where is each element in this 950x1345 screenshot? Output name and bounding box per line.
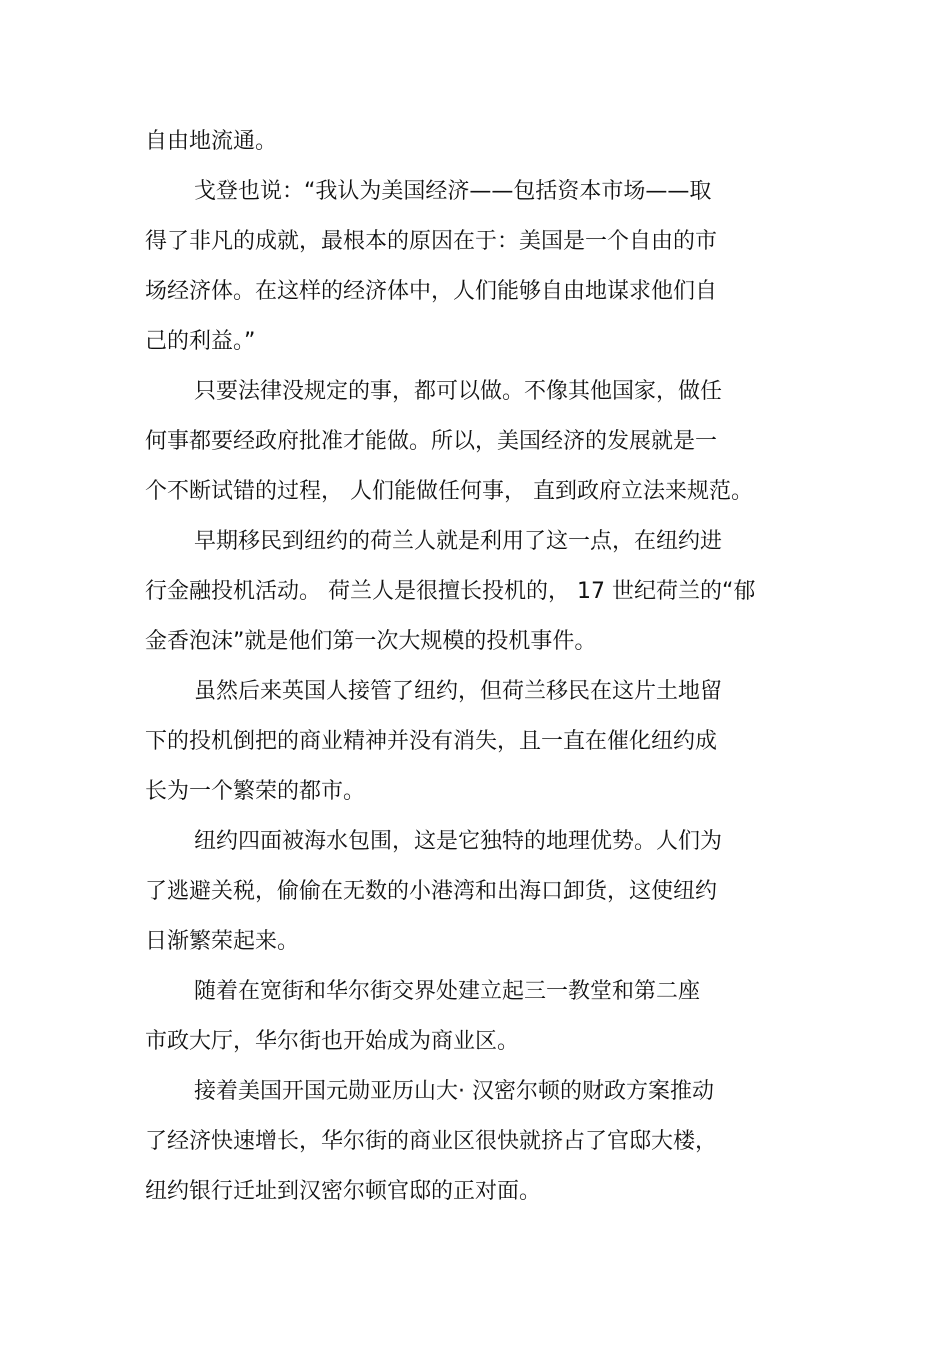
text-line: 日渐繁荣起来。 xyxy=(145,929,300,954)
paragraph-first-line: 接着美国开国元勋亚历山大· 汉密尔顿的财政方案推动 xyxy=(194,1079,714,1104)
text-line: 下的投机倒把的商业精神并没有消失，且一直在催化纽约成 xyxy=(145,729,718,754)
paragraph-first-line: 早期移民到纽约的荷兰人就是利用了这一点，在纽约进 xyxy=(194,529,723,554)
text-line: 长为一个繁荣的都市。 xyxy=(145,779,366,804)
text-line: 场经济体。在这样的经济体中，人们能够自由地谋求他们自 xyxy=(145,279,718,304)
text-line: 何事都要经政府批准才能做。所以，美国经济的发展就是一 xyxy=(145,429,718,454)
text-line: 了逃避关税，偷偷在无数的小港湾和出海口卸货，这使纽约 xyxy=(145,879,718,904)
text-line: 个不断试错的过程， 人们能做任何事， 直到政府立法来规范。 xyxy=(145,479,753,504)
text-line: 市政大厅，华尔街也开始成为商业区。 xyxy=(145,1029,520,1054)
text-line: 行金融投机活动。 荷兰人是很擅长投机的， 17 世纪荷兰的“郁 xyxy=(145,579,756,604)
text-line: 自由地流通。 xyxy=(145,129,278,154)
text-line: 金香泡沫”就是他们第一次大规模的投机事件。 xyxy=(145,629,597,654)
text-line: 了经济快速增长，华尔街的商业区很快就挤占了官邸大楼， xyxy=(145,1129,718,1154)
paragraph-first-line: 只要法律没规定的事，都可以做。不像其他国家，做任 xyxy=(194,379,723,404)
paragraph-first-line: 随着在宽街和华尔街交界处建立起三一教堂和第二座 xyxy=(194,979,701,1004)
text-line: 纽约银行迁址到汉密尔顿官邸的正对面。 xyxy=(145,1179,542,1204)
paragraph-first-line: 纽约四面被海水包围，这是它独特的地理优势。人们为 xyxy=(194,829,723,854)
text-line: 己的利益。” xyxy=(145,329,256,354)
paragraph-first-line: 戈登也说：“我认为美国经济——包括资本市场——取 xyxy=(194,179,712,204)
text-line: 得了非凡的成就，最根本的原因在于：美国是一个自由的市 xyxy=(145,229,718,254)
paragraph-first-line: 虽然后来英国人接管了纽约，但荷兰移民在这片土地留 xyxy=(194,679,723,704)
